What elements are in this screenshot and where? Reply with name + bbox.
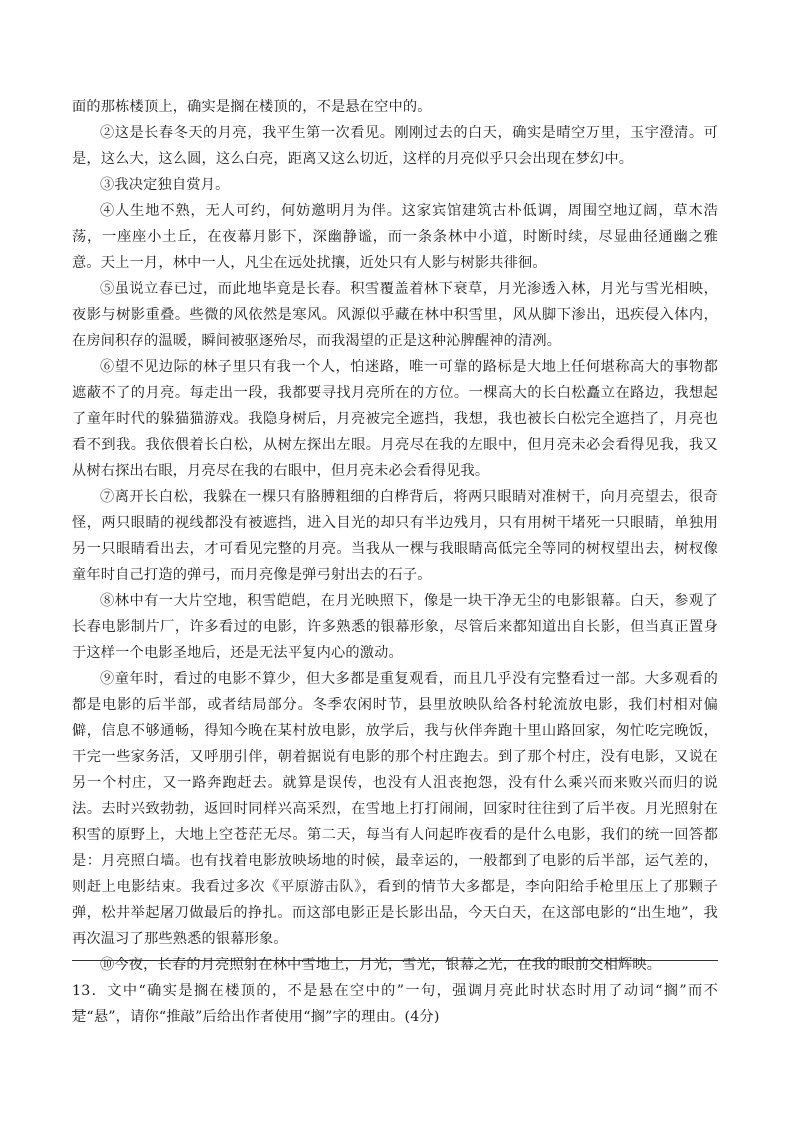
paragraph-9: ⑨童年时，看过的电影不算少，但大多都是重复观看，而且几乎没有完整看过一部。大多观看的都是电影的后半部，或者结局部分。冬季农闲时节，县里放映队给各村轮流放电影，我们村相对偏僻，信息不够通畅，得知今晚在某村放电影，放学后，我与伙伴奔跑十里山路回家，匆忙吃完晚饭，干完一些家务活，又呼朋引伴，朝着据说有电影的那个村庄跑去。到了那个村庄，没有电影，又说在另一个村庄，又一路奔跑赶去。就算是误传，也没有人沮丧抱怨，没有什么乘兴而来败兴而归的说法。去时兴致勃勃，返回时同样兴高采烈，在雪地上打打闹闹，回家时往往到了后半夜。月光照射在积雪的原野上，大地上空苍茫无尽。第二天，每当有人问起昨夜看的是什么电影，我们的统一回答都是：月亮照白墙。也有找着电影放映场地的时候，最幸运的，一般都到了电影的后半部，运气差的，则赶上电影结束。我看过多次《平原游击队》，看到的情节大多都是，李向阳给手枪里压上了那颗子弹，松井举起屠刀做最后的挣扎。而这部电影正是长影出品，今天白天，在这部电影的“出生地”，我再次温习了那些熟悉的银幕形象。 <box>72 671 718 947</box>
paragraph-3: ③我决定独自赏月。 <box>100 177 230 193</box>
paragraph-10: ⑩今夜，长春的月亮照射在林中雪地上，月光，雪光，银幕之光，在我的眼前交相辉映。 <box>100 957 662 973</box>
paragraph-7: ⑦离开长白松，我躲在一棵只有胳膊粗细的白桦背后，将两只眼睛对准树干，向月亮望去，很奇怪，两只眼睛的视线都没有被遮挡，进入目光的却只有半边残月，只有用树干堵死一只眼睛，单独用另一只眼睛看出去，才可看见完整的月亮。当我从一棵与我眼睛高低完全等同的树杈望出去，树杈像童年时自己打造的弹弓，而月亮像是弹弓射出去的石子。 <box>72 489 718 583</box>
paragraph-8: ⑧林中有一大片空地，积雪皑皑，在月光映照下，像是一块干净无尘的电影银幕。白天，参观了长春电影制片厂，许多看过的电影，许多熟悉的银幕形象，尽管后来都知道出自长影，但当真正置身于这样一个电影圣地后，还是无法平复内心的激动。 <box>72 593 718 661</box>
paragraph-5: ⑤虽说立春已过，而此地毕竟是长春。积雪覆盖着林下衰草，月光渗透入林，月光与雪光相映，夜影与树影重叠。些微的风依然是寒风。风源似乎藏在林中积雪里，风从脚下渗出，迅疾侵入体内，在房间积存的温暖，瞬间被驱逐殆尽，而我渴望的正是这种沁脾醒神的清冽。 <box>72 281 718 349</box>
paragraph-6: ⑥望不见边际的林子里只有我一个人，怕迷路，唯一可靠的路标是大地上任何堪称高大的事物都遮蔽不了的月亮。每走出一段，我都要寻找月亮所在的方位。一棵高大的长白松矗立在路边，我想起了童年时代的躲猫猫游戏。我隐身树后，月亮被完全遮挡，我想，我也被长白松完全遮挡了，月亮也看不到我。我依偎着长白松，从树左探出左眼。月亮尽在我的左眼中，但月亮未必会看得见我，我又从树右探出右眼，月亮尽在我的右眼中，但月亮未必会看得见我。 <box>72 359 718 479</box>
article-body <box>72 94 718 1030</box>
paragraph-4: ④人生地不熟，无人可约，何妨邀明月为伴。这家宾馆建筑古朴低调，周围空地辽阔，草木浩荡，一座座小土丘，在夜幕月影下，深幽静谧，而一条条林中小道，时断时续，尽显曲径通幽之雅意。天上一月，林中一人，凡尘在远处扰攘，近处只有人影与树影共徘徊。 <box>72 203 718 271</box>
answer-line[interactable] <box>72 960 718 961</box>
paragraph-1: 面的那栋楼顶上，确实是搁在楼顶的，不是悬在空中的。 <box>72 99 432 115</box>
answer-line-stub[interactable] <box>72 1011 86 1012</box>
question-13: 13．文中“确实是搁在楼顶的，不是悬在空中的”一句，强调月亮此时状态时用了动词“搁”而不是“悬”，请你“推敲”后给出作者使用“搁”字的理由。(4分) <box>72 983 718 1025</box>
paragraph-2: ②这是长春冬天的月亮，我平生第一次看见。刚刚过去的白天，确实是晴空万里，玉宇澄清。可是，这么大，这么圆，这么白亮，距离又这么切近，这样的月亮似乎只会出现在梦幻中。 <box>72 125 718 167</box>
